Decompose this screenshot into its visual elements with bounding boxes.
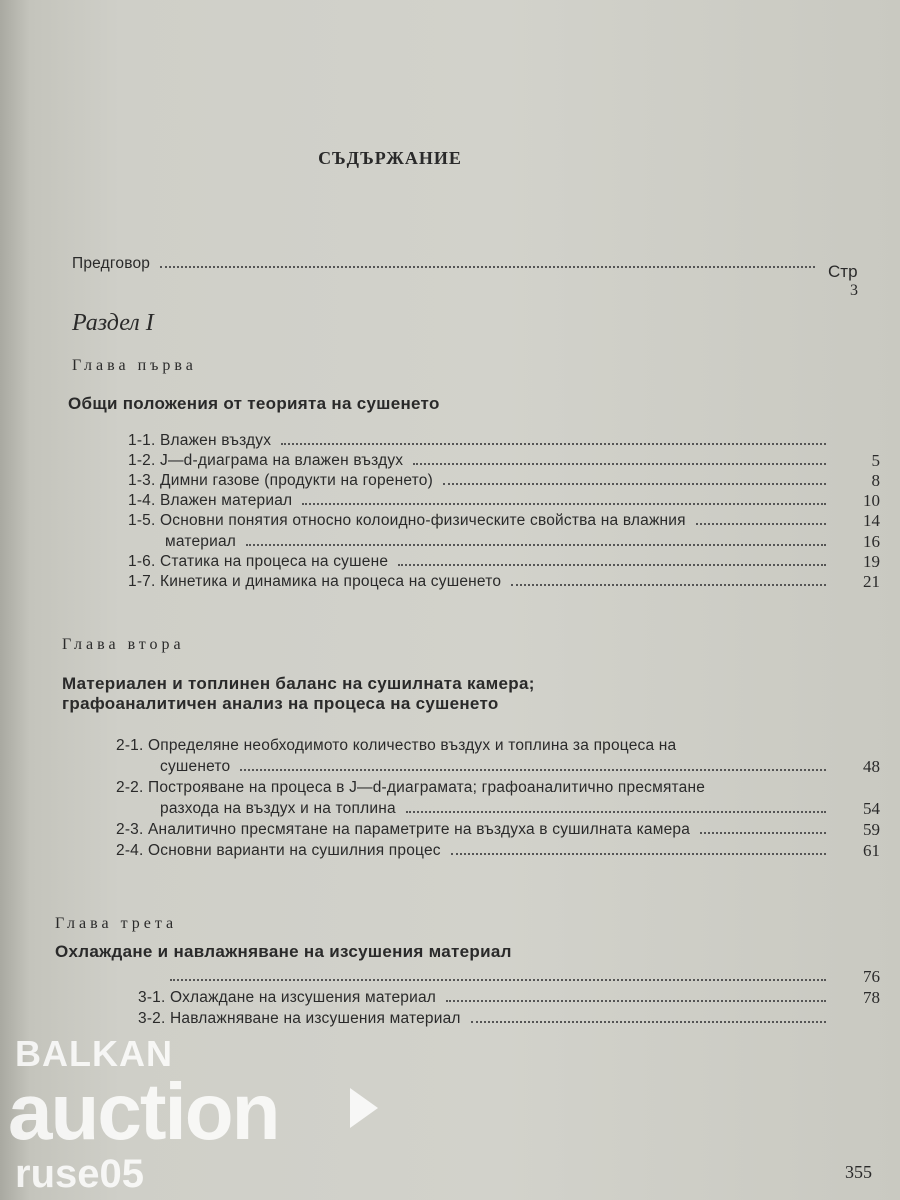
toc-entry-text: сушенето (160, 758, 231, 775)
toc-row-preface (0, 253, 815, 273)
toc-page-number: 78 (863, 988, 880, 1007)
toc-row (0, 430, 900, 450)
toc-row (0, 490, 900, 510)
toc-entry-text: 2-1. Определяне необходимото количество въздух и топлина за процеса на (116, 737, 677, 754)
dot-leader (413, 462, 826, 465)
toc-entry-text: 1-5. Основни понятия относно колоидно-физическите свойства на влажния (128, 512, 686, 529)
toc-entry-text: материал (165, 533, 237, 550)
toc-row (0, 571, 900, 591)
dot-leader (443, 482, 826, 485)
toc-entry-text: 1-4. Влажен материал (128, 492, 293, 509)
toc-page-number: 16 (863, 532, 880, 551)
toc-page-number: 8 (871, 471, 880, 490)
dot-leader (281, 442, 826, 445)
chapter-label: Глава трета (55, 915, 178, 932)
toc-page-number: 59 (863, 820, 880, 839)
dot-leader (398, 563, 826, 566)
toc-entry-text: 1-1. Влажен въздух (128, 432, 272, 449)
toc-entry-text: 3-2. Навлажняване на изсушения материал (138, 1010, 461, 1027)
chapter-heading: Охлаждане и навлажняване на изсушения материал (55, 942, 512, 961)
toc-page-number: 14 (863, 511, 880, 530)
toc-entry-text: 2-4. Основни варианти на сушилния процес (116, 842, 441, 859)
watermark-logo: ruse05 (15, 1152, 144, 1196)
toc-page-number: 19 (863, 552, 880, 571)
toc-row (0, 987, 900, 1007)
chapter-label: Глава втора (62, 636, 185, 653)
dot-leader (170, 978, 826, 981)
toc-page-number: 10 (863, 491, 880, 510)
dot-leader (696, 522, 826, 525)
dot-leader (511, 583, 826, 586)
dot-leader (471, 1020, 826, 1023)
toc-entry-text: 2-3. Аналитично пресмятане на параметрите на въздуха в сушилната камера (116, 821, 691, 838)
toc-entry-text: 1-3. Димни газове (продукти на горенето) (128, 472, 433, 489)
toc-row (0, 777, 900, 797)
toc-row (0, 531, 900, 551)
toc-page-number: 76 (863, 967, 880, 986)
toc-entry-text: 1-6. Статика на процеса на сушене (128, 553, 389, 570)
toc-row (0, 470, 900, 490)
toc-row (0, 510, 900, 530)
play-icon (350, 1088, 378, 1128)
page-title: СЪДЪРЖАНИЕ (318, 148, 462, 168)
page-column-header: Стр (828, 262, 858, 281)
chapter-label: Глава първа (72, 357, 197, 374)
toc-row (0, 1008, 900, 1028)
toc-row (0, 756, 900, 776)
toc-row (0, 450, 900, 470)
toc-page-number: 3 (850, 282, 858, 299)
toc-page-number: 54 (863, 799, 880, 818)
toc-row (0, 551, 900, 571)
toc-entry-text: 1-7. Кинетика и динамика на процеса на сушенето (128, 573, 502, 590)
toc-page-number: 61 (863, 841, 880, 860)
dot-leader (406, 810, 826, 813)
dot-leader (160, 265, 815, 268)
toc-row (0, 735, 900, 755)
page-number: 355 (845, 1162, 872, 1182)
dot-leader (240, 768, 826, 771)
toc-page-number: 5 (871, 451, 880, 470)
dot-leader (700, 831, 826, 834)
toc-entry-text: 3-1. Охлаждане на изсушения материал (138, 989, 437, 1006)
dot-leader (451, 852, 826, 855)
toc-row (0, 840, 900, 860)
dot-leader (302, 502, 826, 505)
chapter-heading: Материален и топлинен баланс на сушилната камера; (62, 674, 535, 693)
toc-entry-text: разхода на въздух и на топлина (160, 800, 396, 817)
toc-row (0, 798, 900, 818)
section-heading: Раздел I (72, 310, 154, 336)
toc-entry-text: Предговор (72, 255, 151, 272)
chapter-heading: графоаналитичен анализ на процеса на сушенето (62, 694, 499, 713)
toc-page-number: 48 (863, 757, 880, 776)
toc-entry-text: 1-2. J—d-диаграма на влажен въздух (128, 452, 404, 469)
toc-row (0, 966, 900, 986)
chapter-heading: Общи положения от теорията на сушенето (68, 394, 440, 413)
dot-leader (246, 543, 826, 546)
watermark-logo: BALKAN (15, 1033, 173, 1074)
toc-page-number: 21 (863, 572, 880, 591)
toc-entry-text: 2-2. Построяване на процеса в J—d-диаграмата; графоаналитично пресмятане (116, 779, 706, 796)
watermark-logo: auction (8, 1067, 279, 1156)
toc-row (0, 819, 900, 839)
dot-leader (446, 999, 826, 1002)
